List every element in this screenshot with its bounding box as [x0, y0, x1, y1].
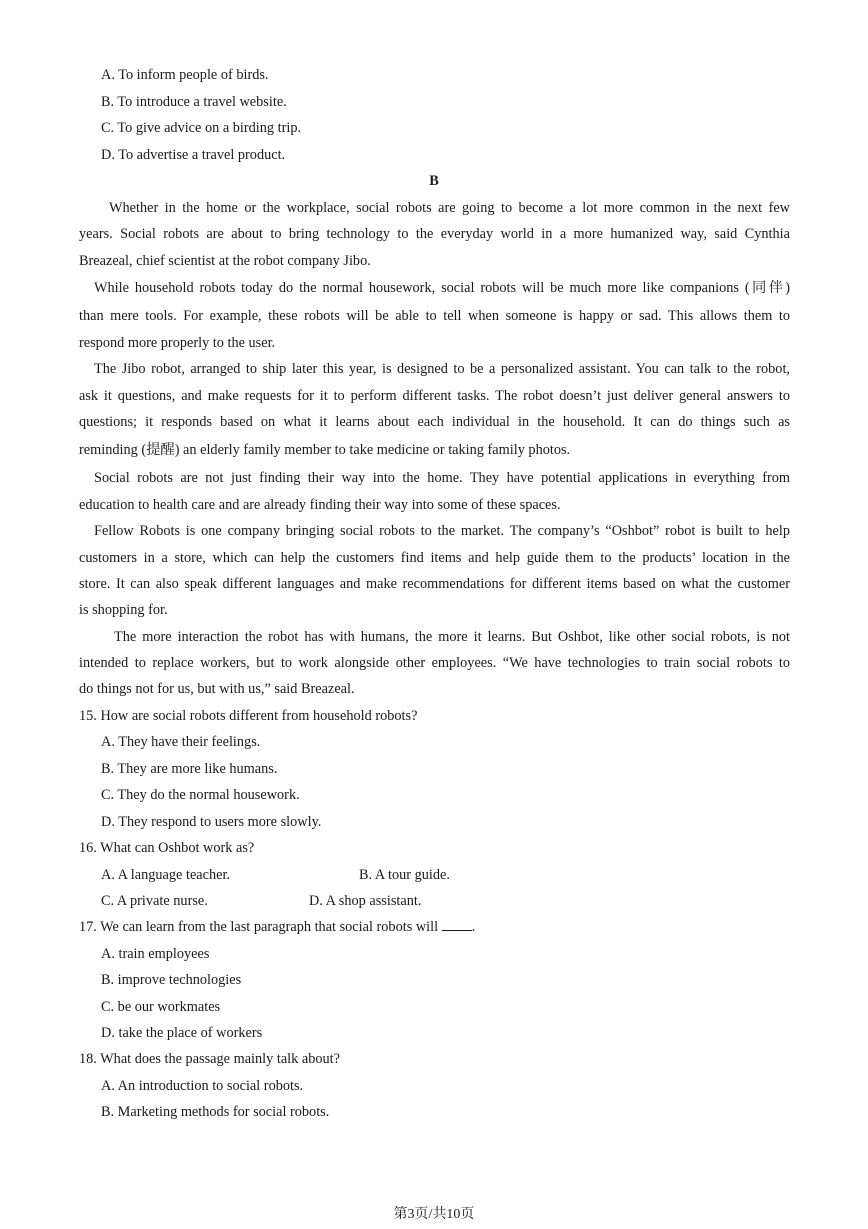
- passage-line: than mere tools. For example, these robots will be able to tell when someone is happy or sad. This allows them to: [79, 308, 790, 324]
- question-16-stem: 16. What can Oshbot work as?: [79, 840, 255, 856]
- passage-line: questions; it responds based on what it learns about each individual in the household. It can do things such as: [79, 414, 790, 430]
- question-16-option-d: D. A shop assistant.: [309, 893, 422, 909]
- page-footer: 第3页/共10页: [393, 1207, 475, 1222]
- question-16-option-c: C. A private nurse.: [101, 893, 208, 909]
- question-18-option-a: A. An introduction to social robots.: [101, 1078, 304, 1094]
- passage-line: Fellow Robots is one company bringing social robots to the market. The company’s “Oshbot” robot is built to help: [94, 523, 790, 539]
- question-15-stem: 15. How are social robots different from household robots?: [79, 708, 418, 724]
- answer-blank: [442, 916, 472, 931]
- question-17-option-d: D. take the place of workers: [101, 1025, 263, 1041]
- question-17-option-b: B. improve technologies: [101, 972, 242, 988]
- question-17-option-a: A. train employees: [101, 946, 210, 962]
- question-16-option-b: B. A tour guide.: [359, 867, 450, 883]
- passage-line: customers in a store, which can help the customers find items and help guide them to the products’ location in the: [79, 550, 790, 566]
- passage-line: respond more properly to the user.: [79, 335, 276, 351]
- passage-line: store. It can also speak different languages and make recommendations for different items based on what the customer: [79, 576, 790, 592]
- prev-option-c: C. To give advice on a birding trip.: [101, 120, 302, 136]
- question-15-option-c: C. They do the normal housework.: [101, 787, 300, 803]
- question-17-stem-line: [79, 914, 475, 941]
- question-15-option-d: D. They respond to users more slowly.: [101, 814, 322, 830]
- passage-line: intended to replace workers, but to work alongside other employees. “We have technologies to train social robots to: [79, 655, 790, 671]
- question-17-stem: 17. We can learn from the last paragraph that social robots will: [79, 919, 439, 935]
- prev-option-a: A. To inform people of birds.: [101, 67, 269, 83]
- passage-line: The Jibo robot, arranged to ship later this year, is designed to be a personalized assistant. You can talk to the robot,: [94, 361, 790, 377]
- passage-line: do things not for us, but with us,” said Breazeal.: [79, 681, 355, 697]
- passage-line: Social robots are not just finding their way into the home. They have potential applications in everything from: [94, 470, 790, 486]
- section-title: B: [429, 173, 439, 189]
- passage-line: education to health care and are already finding their way into some of these spaces.: [79, 497, 561, 513]
- question-17-option-c: C. be our workmates: [101, 999, 221, 1015]
- question-15-option-a: A. They have their feelings.: [101, 734, 261, 750]
- prev-option-d: D. To advertise a travel product.: [101, 147, 286, 163]
- passage-line: Whether in the home or the workplace, social robots are going to become a lot more common in the next few: [109, 200, 790, 216]
- question-16-option-a: A. A language teacher.: [101, 867, 231, 883]
- prev-option-b: B. To introduce a travel website.: [101, 94, 287, 110]
- passage-line: While household robots today do the normal housework, social robots will be much more like companions (同伴): [94, 280, 790, 296]
- question-18-stem: 18. What does the passage mainly talk about?: [79, 1051, 340, 1067]
- question-15-option-b: B. They are more like humans.: [101, 761, 278, 777]
- passage-line: The more interaction the robot has with humans, the more it learns. But Oshbot, like other social robots, is not: [114, 629, 790, 645]
- question-17-stem-end: .: [471, 919, 476, 935]
- passage-line: Breazeal, chief scientist at the robot company Jibo.: [79, 253, 371, 269]
- question-18-option-b: B. Marketing methods for social robots.: [101, 1104, 330, 1120]
- passage-line: is shopping for.: [79, 602, 168, 618]
- passage-line: years. Social robots are about to bring technology to the everyday world in a more humanized way, said Cynthia: [79, 226, 790, 242]
- passage-line: reminding (提醒) an elderly family member to take medicine or taking family photos.: [79, 442, 571, 458]
- passage-line: ask it questions, and make requests for it to perform different tasks. The robot doesn’t just deliver general answers to: [79, 388, 790, 404]
